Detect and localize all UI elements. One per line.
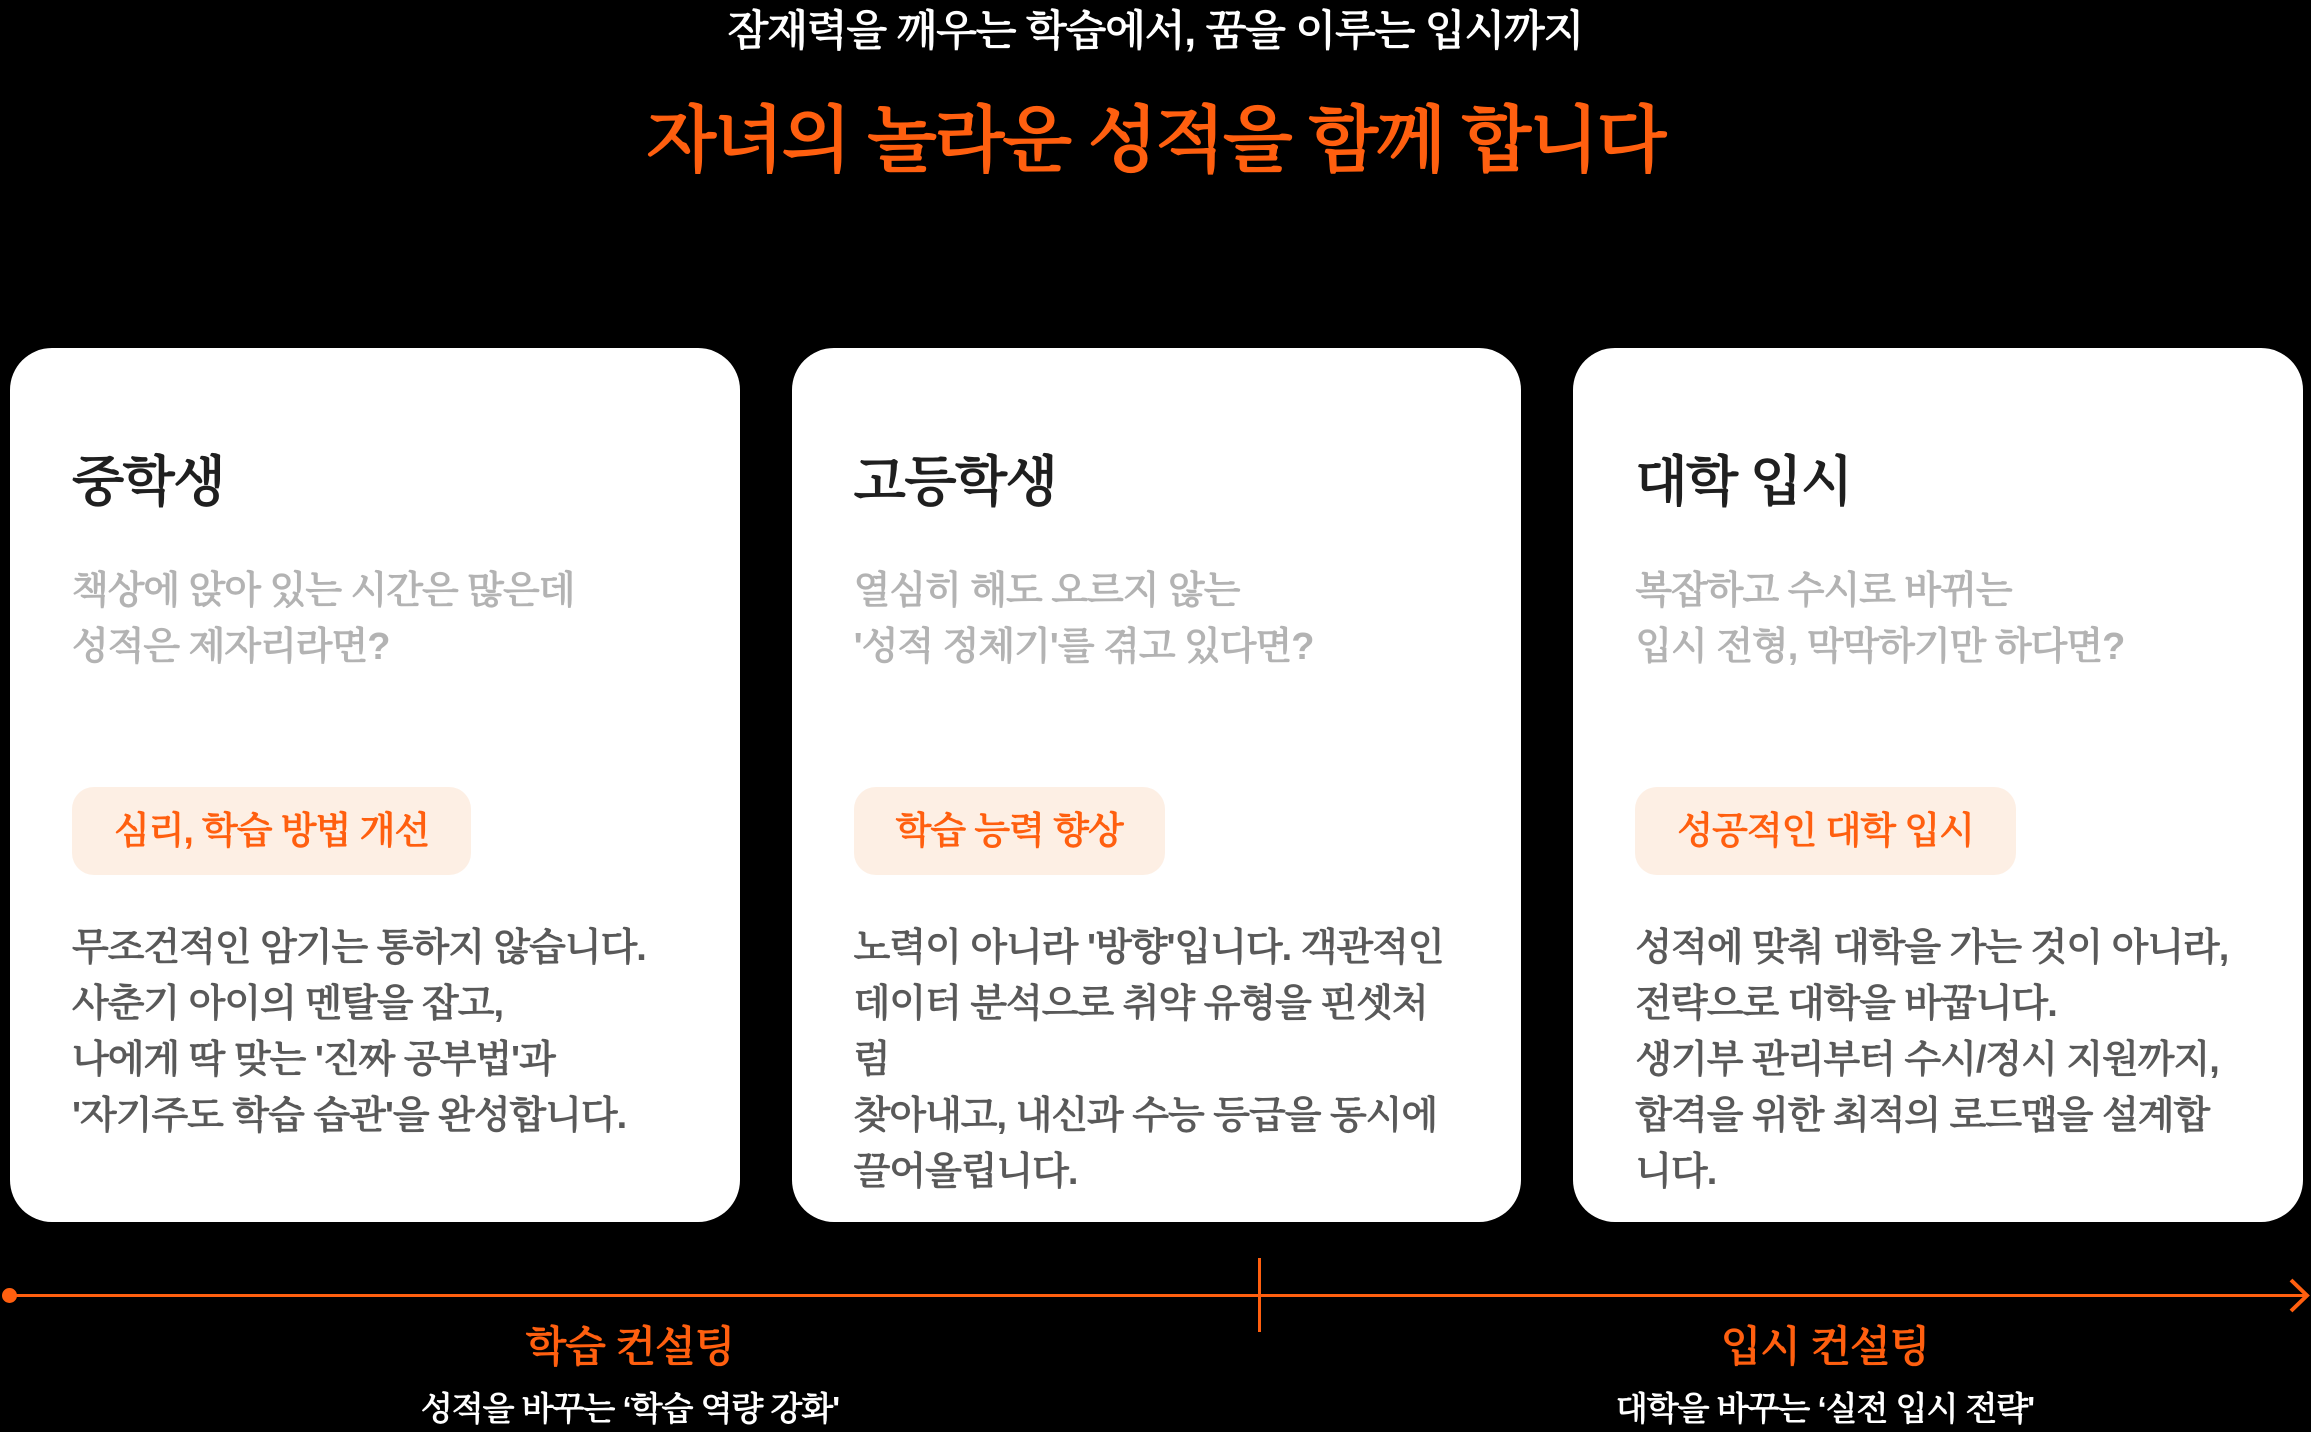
card-body-line: 무조건적인 암기는 통하지 않습니다. xyxy=(72,926,646,969)
card-question-line: 입시 전형, 막막하기만 하다면? xyxy=(1635,625,2125,668)
card-badge: 학습 능력 향상 xyxy=(854,787,1165,875)
card-question xyxy=(1635,563,2243,675)
timeline-group-admission xyxy=(1262,1322,2311,1430)
card-title: 고등학생 xyxy=(853,452,1057,512)
card-question-line: 책상에 앉아 있는 시간은 많은데 xyxy=(72,569,575,612)
card-body-line: 데이터 분석으로 취약 유형을 핀셋처럼 xyxy=(853,982,1428,1081)
card-title: 중학생 xyxy=(72,452,224,512)
card-body-line: 성적에 맞춰 대학을 가는 것이 아니라, xyxy=(1635,926,2229,969)
timeline-label-learning: 학습 컨설팅 xyxy=(525,1323,735,1370)
timeline-divider-tick xyxy=(1258,1258,1261,1332)
card-body xyxy=(854,920,1462,1200)
card-question xyxy=(854,563,1462,675)
card-body-line: 합격을 위한 최적의 로드맵을 설계합니다. xyxy=(1635,1094,2210,1193)
card-question-line: 성적은 제자리라면? xyxy=(72,625,390,668)
card-question xyxy=(72,563,680,675)
card-question-line: '성적 정체기'를 겪고 있다면? xyxy=(853,625,1314,668)
card-body-line: 사춘기 아이의 멘탈을 잡고, xyxy=(72,982,504,1025)
timeline-group-learning xyxy=(0,1322,1260,1430)
card-body-line: 생기부 관리부터 수시/정시 지원까지, xyxy=(1635,1038,2219,1081)
card-question-line: 복잡하고 수시로 바뀌는 xyxy=(1635,569,2012,612)
card-body xyxy=(1635,920,2243,1200)
timeline-label-admission: 입시 컨설팅 xyxy=(1720,1323,1930,1370)
card-badge: 성공적인 대학 입시 xyxy=(1635,787,2016,875)
hero-title: 자녀의 놀라운 성적을 함께 합니다 xyxy=(646,101,1665,181)
card-question-line: 열심히 해도 오르지 않는 xyxy=(853,569,1240,612)
timeline-sublabel-learning: 성적을 바꾸는 ‘학습 역량 강화' xyxy=(420,1390,840,1428)
timeline-sublabel-admission: 대학을 바꾸는 ‘실전 입시 전략' xyxy=(1615,1390,2035,1428)
hero-subtitle: 잠재력을 깨우는 학습에서, 꿈을 이루는 입시까지 xyxy=(727,7,1584,54)
card-body xyxy=(72,920,680,1144)
card-high-school xyxy=(792,348,1522,1222)
card-body-line: 찾아내고, 내신과 수능 등급을 동시에 xyxy=(853,1094,1438,1137)
card-title: 대학 입시 xyxy=(1635,452,1852,512)
card-body-line: 끌어올립니다. xyxy=(853,1150,1078,1193)
card-body-line: 나에게 딱 맞는 '진짜 공부법'과 xyxy=(72,1038,555,1081)
card-body-line: 노력이 아니라 '방향'입니다. 객관적인 xyxy=(853,926,1444,969)
card-middle-school xyxy=(10,348,740,1222)
card-body-line: '자기주도 학습 습관'을 완성합니다. xyxy=(72,1094,627,1137)
card-body-line: 전략으로 대학을 바꿉니다. xyxy=(1635,982,2057,1025)
card-badge: 심리, 학습 방법 개선 xyxy=(72,787,471,875)
card-university-admission xyxy=(1573,348,2303,1222)
cards-row xyxy=(10,348,2303,1222)
timeline-line xyxy=(6,1294,2305,1297)
timeline-arrow-icon xyxy=(2288,1277,2311,1314)
timeline-start-dot-icon xyxy=(2,1288,17,1303)
